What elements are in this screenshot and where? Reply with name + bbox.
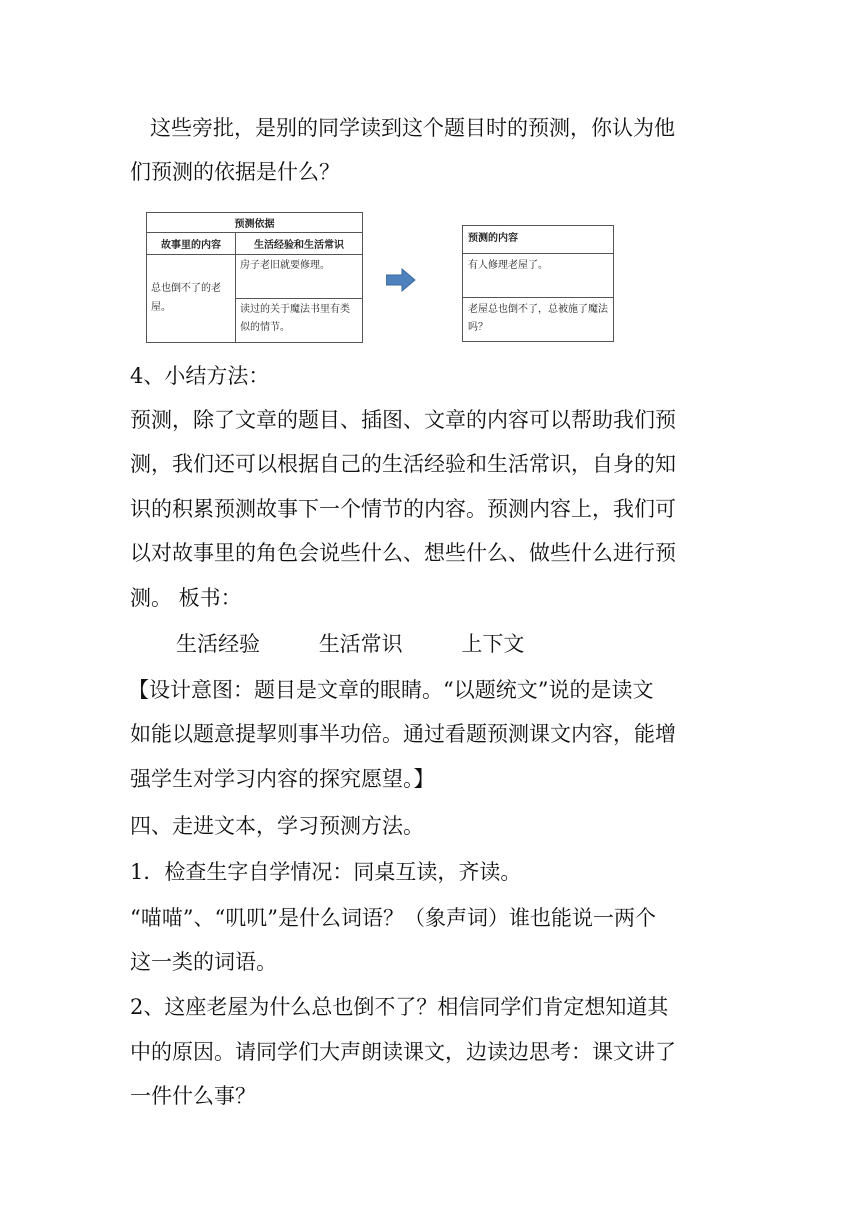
prediction-basis-table: [146, 212, 363, 343]
paragraph-line: 识的积累预测故事下一个情节的内容。预测内容上，我们可: [130, 497, 676, 521]
column-header: 故事里的内容: [147, 233, 236, 254]
table-cell: 读过的关于魔法书里有类似的情节。: [236, 298, 363, 342]
table-cell: 有人修理老屋了。: [463, 253, 614, 297]
board-item: 生活经验: [176, 632, 260, 656]
prediction-content-table: [462, 225, 614, 342]
paragraph-line: 一件什么事？: [130, 1084, 256, 1108]
paragraph-line: “喵喵”、“叽叽”是什么词语？（象声词）谁也能说一两个: [130, 906, 656, 930]
table-cell: 老屋总也倒不了，总被施了魔法吗？: [463, 297, 614, 341]
board-item: 上下文: [461, 632, 525, 656]
paragraph-line: 们预测的依据是什么？: [130, 160, 340, 184]
paragraph-line: 这些旁批，是别的同学读到这个题目时的预测，你认为他: [150, 116, 675, 140]
arrow-right-icon: [386, 268, 416, 292]
paragraph-line: 2、这座老屋为什么总也倒不了？相信同学们肯定想知道其: [130, 995, 669, 1019]
section-heading: 4、小结方法：: [130, 364, 270, 388]
table-title: 预测的内容: [463, 226, 614, 254]
table-cell: 房子老旧就要修理。: [236, 254, 363, 298]
paragraph-line: 以对故事里的角色会说些什么、想些什么、做些什么进行预: [130, 541, 676, 565]
table-cell: 总也倒不了的老屋。: [147, 254, 236, 342]
paragraph-line: 这一类的词语。: [130, 950, 277, 974]
column-header: 生活经验和生活常识: [236, 233, 363, 254]
paragraph-line: 预测，除了文章的题目、插图、文章的内容可以帮助我们预: [130, 408, 676, 432]
board-item: 生活常识: [318, 632, 403, 656]
paragraph-line: 如能以题意提挈则事半功倍。通过看题预测课文内容，能增: [130, 722, 676, 746]
paragraph-line: 【设计意图：题目是文章的眼睛。“以题统文”说的是读文: [128, 678, 654, 702]
section-heading: 四、走进文本，学习预测方法。: [130, 814, 424, 838]
paragraph-line: 1．检查生字自学情况：同桌互读，齐读。: [130, 860, 522, 884]
paragraph-line: 强学生对学习内容的探究愿望。】: [130, 767, 435, 791]
board-notes: [176, 630, 524, 658]
table-title: 预测依据: [147, 213, 363, 233]
paragraph-line: 测。 板书：: [130, 586, 242, 610]
paragraph-line: 测，我们还可以根据自己的生活经验和生活常识，自身的知: [130, 452, 676, 476]
paragraph-line: 中的原因。请同学们大声朗读课文，边读边思考：课文讲了: [130, 1040, 676, 1064]
